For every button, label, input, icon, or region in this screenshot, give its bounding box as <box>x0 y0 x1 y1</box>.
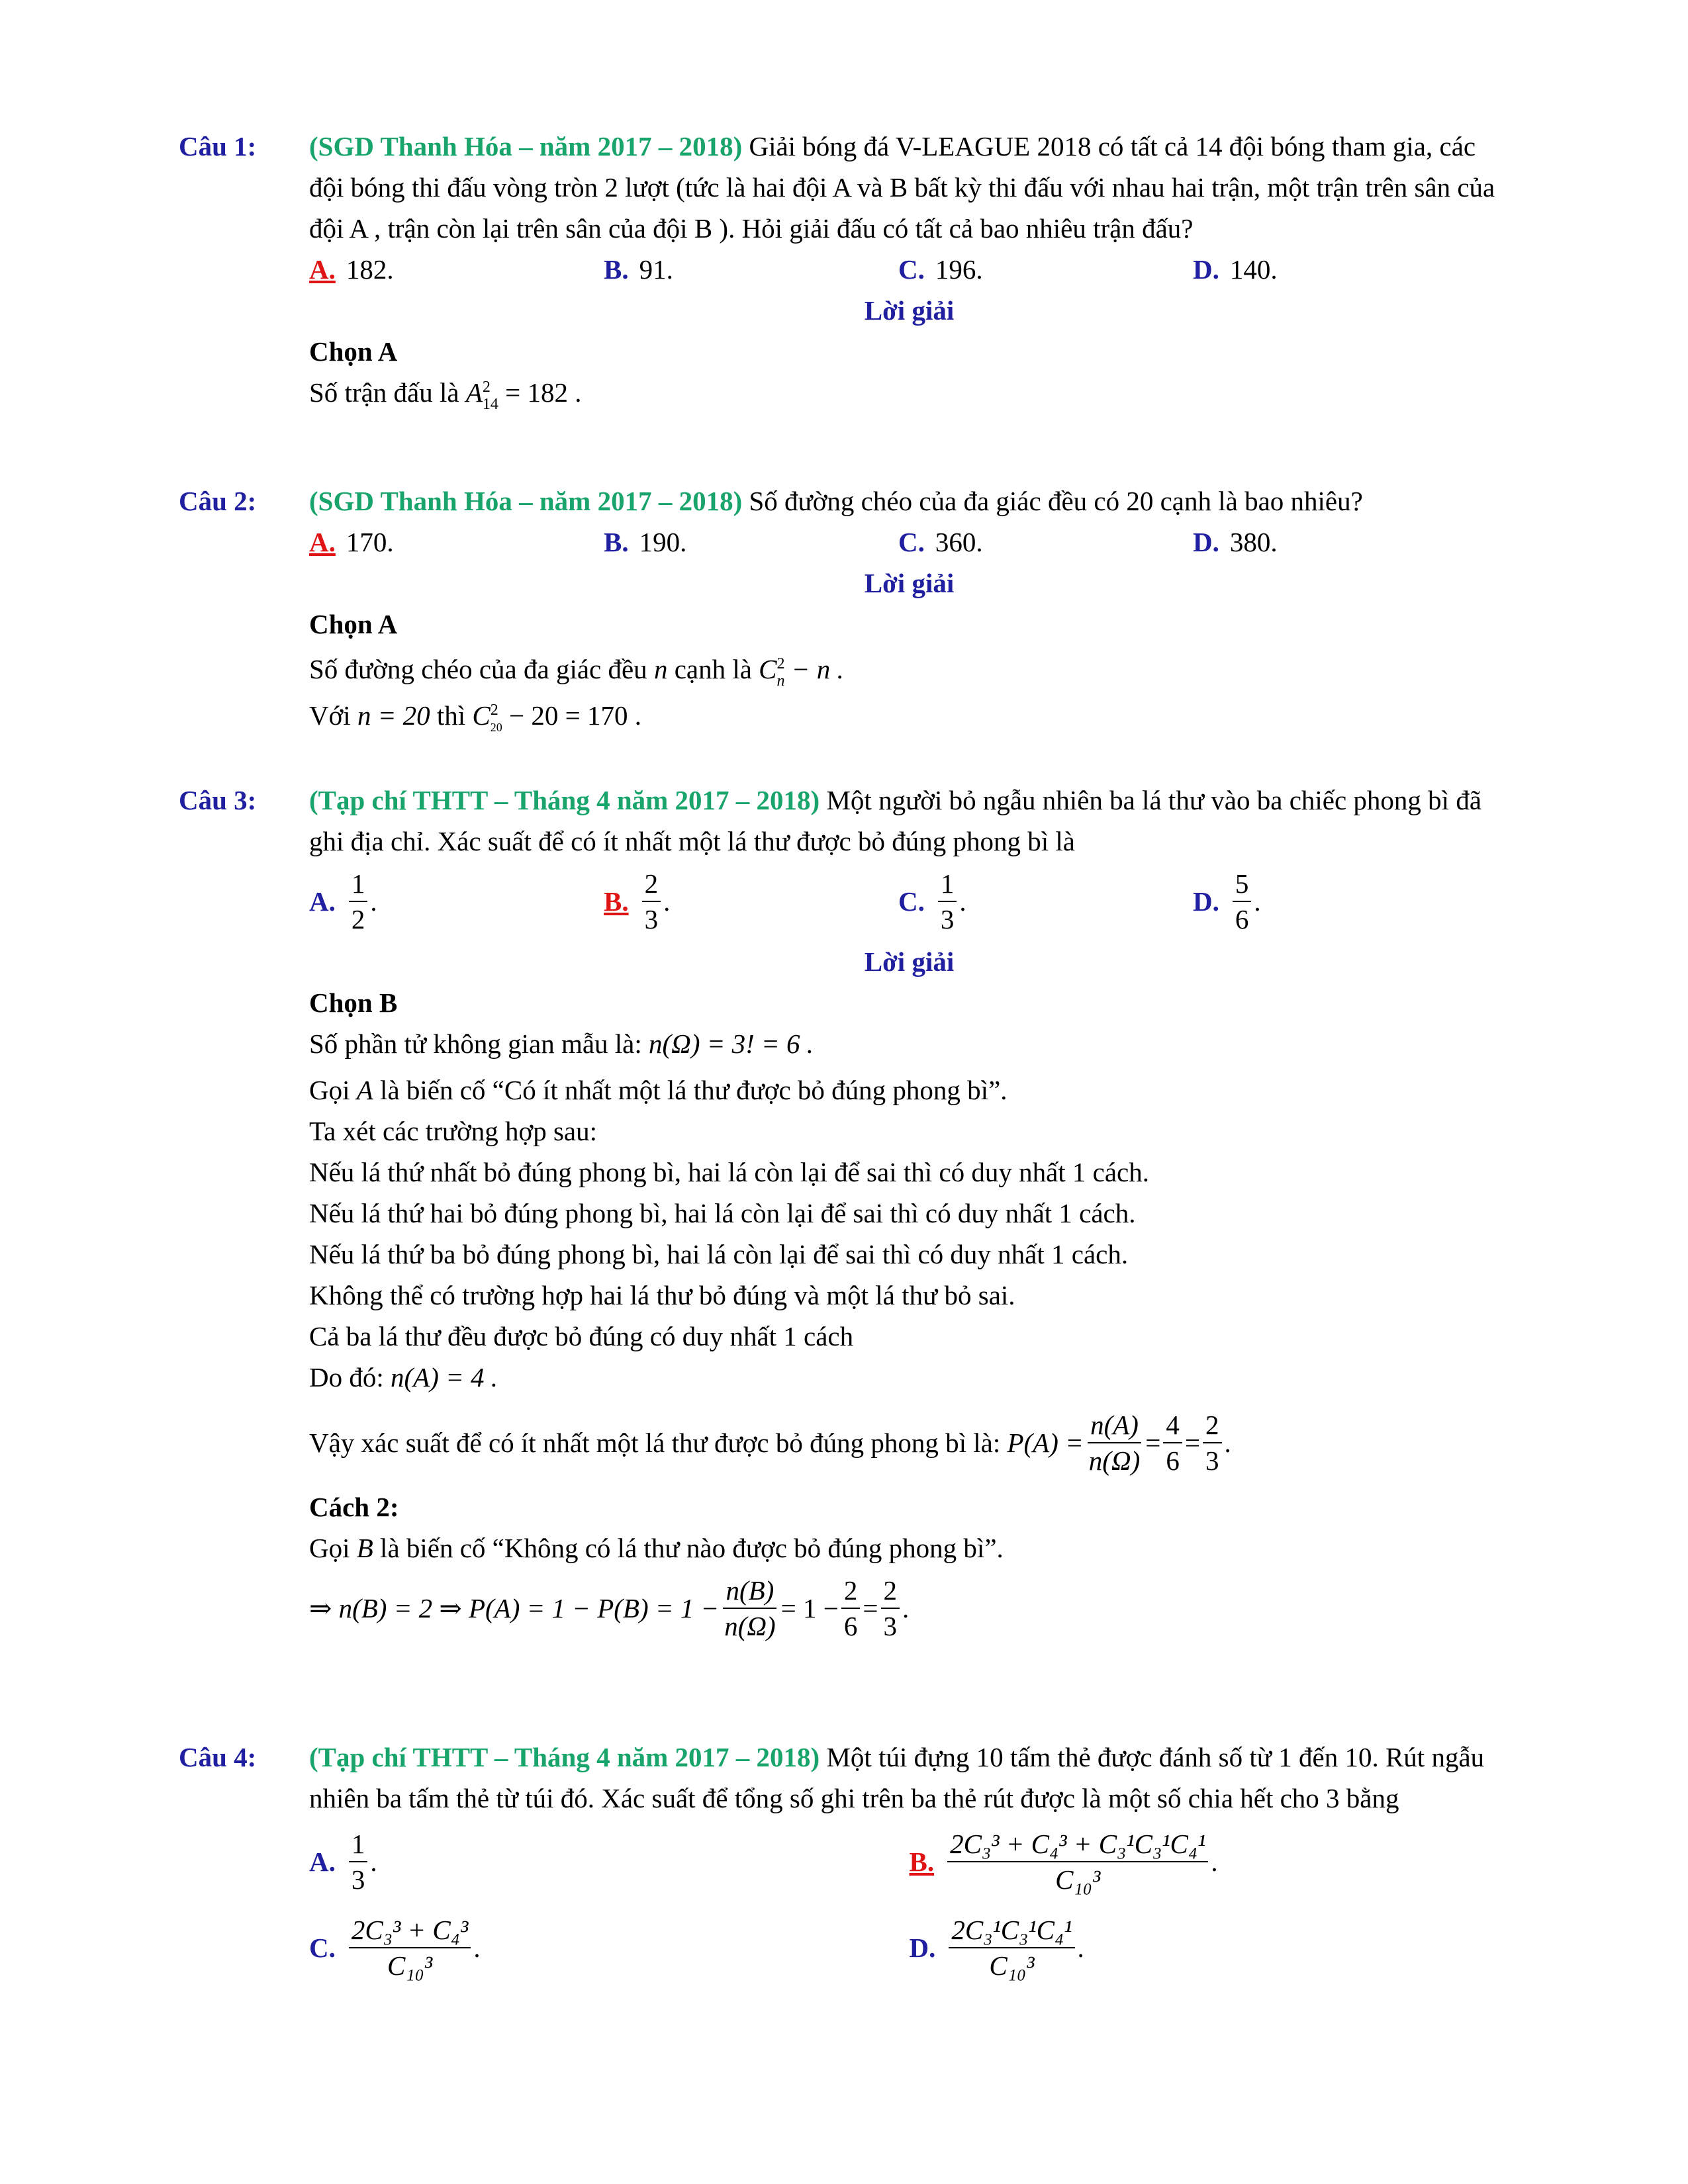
question-1 <box>179 126 1509 413</box>
solution-line: Nếu lá thứ nhất bỏ đúng phong bì, hai lá còn lại để sai thì có duy nhất 1 cách. <box>309 1157 1149 1187</box>
question-1-text <box>179 126 1509 249</box>
solution-line: Số phần tử không gian mẫu là: n(Ω) = 3! = 6 . <box>309 1028 814 1059</box>
solution-line: Gọi B là biến cố “Không có lá thư nào được bỏ đúng phong bì”. <box>309 1533 1004 1563</box>
solution-line: Nếu lá thứ hai bỏ đúng phong bì, hai lá còn lại để sai thì có duy nhất 1 cách. <box>309 1198 1136 1228</box>
option-b[interactable]: B. $\frac{2}{3}$ . <box>604 866 898 936</box>
question-label: Câu 3: <box>179 785 257 815</box>
question-4-text <box>179 1737 1509 1819</box>
question-source: (Tạp chí THTT – Tháng 4 năm 2017 – 2018) <box>309 1742 820 1772</box>
question-4 <box>179 1737 1509 1991</box>
option-d[interactable]: D. $\frac{5}{6}$ . <box>1193 866 1487 936</box>
question-3-text <box>179 780 1509 862</box>
solution-title: Lời giải <box>864 946 955 977</box>
option-d[interactable]: D. 380. <box>1193 527 1278 557</box>
question-body: Giải bóng đá V-LEAGUE 2018 có tất cả 14 đội bóng tham gia, các đội bóng thi đấu vòng tròn 2 lượt (tức là hai đội A và B bất kỳ thi đấu với nhau hai trận, một trận trên sân của đội A , trận còn lại trên sân của đội B ). Hỏi giải đấu có tất cả bao nhiêu trận đấu? <box>309 131 1495 244</box>
solution-line: Số đường chéo của đa giác đều n cạnh là C 2 n − n . <box>309 654 844 690</box>
option-a[interactable]: A. 182. <box>309 254 394 285</box>
question-2 <box>179 480 1509 736</box>
option-a[interactable]: A. $\frac{1}{2}$ . <box>309 866 604 936</box>
solution-line: Với n = 20 thì C 2 20 − 20 = 170 . <box>309 700 642 734</box>
solution-title: Lời giải <box>864 568 955 598</box>
question-body: Số đường chéo của đa giác đều có 20 cạnh là bao nhiêu? <box>742 486 1363 516</box>
chosen-answer: Chọn A <box>309 336 398 367</box>
question-source: (SGD Thanh Hóa – năm 2017 – 2018) <box>309 486 743 516</box>
solution-line: Số trận đấu là A 2 14 = 182 . <box>309 377 582 413</box>
question-label: Câu 4: <box>179 1742 257 1772</box>
options <box>309 249 1509 290</box>
option-c[interactable]: C. $\frac{\text{2C₃³ + C₄³}}{\text{C₁₀³}}$ . <box>309 1913 910 1983</box>
solution-line: Nếu lá thứ ba bỏ đúng phong bì, hai lá còn lại để sai thì có duy nhất 1 cách. <box>309 1239 1129 1269</box>
method-2-title: Cách 2: <box>309 1492 399 1522</box>
options-row-2 <box>309 1905 1509 1991</box>
chosen-answer: Chọn B <box>309 987 398 1018</box>
option-a[interactable]: A. 170. <box>309 527 394 557</box>
question-2-text <box>179 480 1509 522</box>
solution-line: Vậy xác suất để có ít nhất một lá thư được bỏ đúng phong bì là: P(A) = $\frac{n(A)}{n(\Omega)}$ = $\frac{4}{6}$ = $\frac{2}{3}$ . <box>309 1403 1509 1482</box>
option-b[interactable]: B. $\frac{\text{2C₃³ + C₄³ + C₃¹C₃¹C₄¹}}{\text{C₁₀³}}$ . <box>910 1827 1510 1897</box>
option-d[interactable]: D. 140. <box>1193 254 1278 285</box>
question-source: (Tạp chí THTT – Tháng 4 năm 2017 – 2018) <box>309 785 820 815</box>
options <box>309 862 1509 941</box>
solution-line: Gọi A là biến cố “Có ít nhất một lá thư được bỏ đúng phong bì”. <box>309 1075 1008 1105</box>
solution-line: Ta xét các trường hợp sau: <box>309 1116 597 1146</box>
option-b[interactable]: B. 91. <box>604 254 673 285</box>
solution-line: Cả ba lá thư đều được bỏ đúng có duy nhất 1 cách <box>309 1321 854 1351</box>
solution-line: ⇒ n(B) = 2 ⇒ P(A) = 1 − P(B) = 1 − $\frac{n(B)}{n(\Omega)}$ = 1 − $\frac{2}{6}$ = $\frac{2}{3}$ . <box>309 1569 1509 1648</box>
question-label: Câu 1: <box>179 131 257 161</box>
question-3 <box>179 780 1509 1648</box>
option-c[interactable]: C. 196. <box>898 254 983 285</box>
chosen-answer: Chọn A <box>309 609 398 639</box>
options <box>309 522 1509 563</box>
solution-title: Lời giải <box>864 295 955 326</box>
option-c[interactable]: C. 360. <box>898 527 983 557</box>
question-label: Câu 2: <box>179 486 257 516</box>
option-a[interactable]: A. $\frac{1}{3}$ . <box>309 1827 910 1897</box>
solution-line: Không thể có trường hợp hai lá thư bỏ đúng và một lá thư bỏ sai. <box>309 1280 1015 1310</box>
option-b[interactable]: B. 190. <box>604 527 687 557</box>
question-body: Một túi đựng 10 tấm thẻ được đánh số từ 1 đến 10. Rút ngẫu nhiên ba tấm thẻ từ túi đó. Xác suất để tổng số ghi trên ba thẻ rút được là một số chia hết cho 3 bằng <box>309 1742 1485 1813</box>
options-row-1 <box>309 1819 1509 1905</box>
question-body: Một người bỏ ngẫu nhiên ba lá thư vào ba chiếc phong bì đã ghi địa chỉ. Xác suất để có ít nhất một lá thư được bỏ đúng phong bì là <box>309 785 1482 856</box>
question-source: (SGD Thanh Hóa – năm 2017 – 2018) <box>309 131 743 161</box>
solution-line: Do đó: n(A) = 4 . <box>309 1362 498 1392</box>
option-d[interactable]: D. $\frac{\text{2C₃¹C₃¹C₄¹}}{\text{C₁₀³}}$ . <box>910 1913 1510 1983</box>
option-c[interactable]: C. $\frac{1}{3}$ . <box>898 866 1193 936</box>
